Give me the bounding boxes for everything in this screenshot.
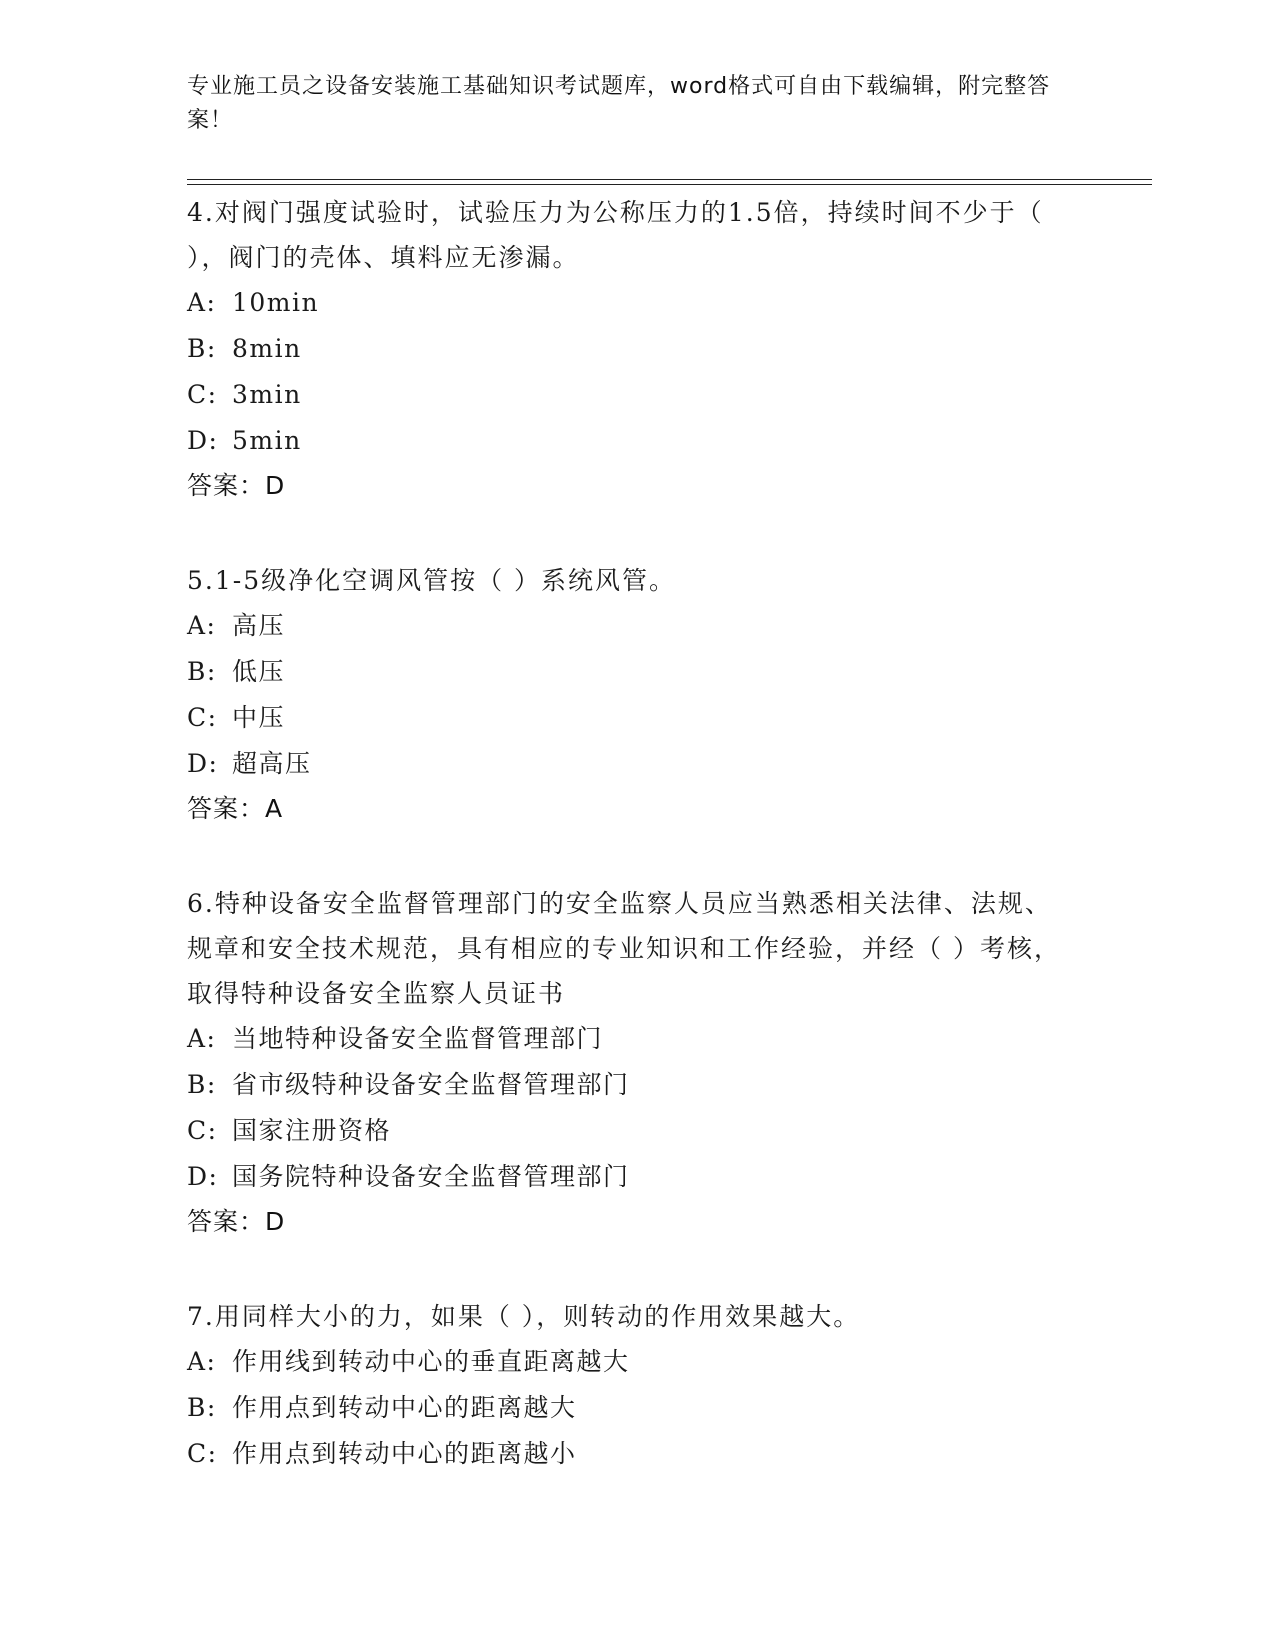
question-5 xyxy=(187,558,1067,831)
option-text: 国务院特种设备安全监督管理部门 xyxy=(232,1162,630,1191)
option-key: A: xyxy=(187,288,217,317)
answer-line: 答案：D xyxy=(187,471,286,500)
option-key: A: xyxy=(187,1024,217,1053)
option-text: 当地特种设备安全监督管理部门 xyxy=(232,1024,604,1053)
option-b xyxy=(187,1062,1067,1108)
question-6 xyxy=(187,881,1067,1244)
option-d xyxy=(187,741,1067,787)
option-key: A: xyxy=(187,611,217,640)
option-text: 8min xyxy=(232,334,302,363)
option-key: B: xyxy=(187,657,217,686)
option-a xyxy=(187,1016,1067,1062)
option-text: 作用点到转动中心的距离越大 xyxy=(232,1393,577,1422)
option-key: C: xyxy=(187,380,218,409)
option-key: C: xyxy=(187,703,218,732)
option-c xyxy=(187,695,1067,741)
question-stem: 4.对阀门强度试验时，试验压力为公称压力的1.5倍，持续时间不少于（ ），阀门的壳体、填料应无渗漏。 xyxy=(187,198,1044,272)
option-text: 10min xyxy=(232,288,320,317)
option-key: D: xyxy=(187,749,219,778)
option-text: 高压 xyxy=(232,611,286,640)
question-7 xyxy=(187,1294,1067,1477)
question-spacer xyxy=(187,1244,1067,1294)
question-4 xyxy=(187,190,1067,508)
header-divider-top xyxy=(187,179,1152,180)
option-text: 国家注册资格 xyxy=(232,1116,392,1145)
option-key: C: xyxy=(187,1116,218,1145)
option-key: A: xyxy=(187,1347,217,1376)
question-list xyxy=(187,190,1067,1477)
option-a xyxy=(187,1339,1067,1385)
option-key: B: xyxy=(187,334,217,363)
question-stem: 6.特种设备安全监督管理部门的安全监察人员应当熟悉相关法律、法规、规章和安全技术规范，具有相应的专业知识和工作经验，并经（ ）考核，取得特种设备安全监察人员证书 xyxy=(187,889,1061,1008)
question-stem: 7.用同样大小的力，如果（ ），则转动的作用效果越大。 xyxy=(187,1302,861,1331)
option-text: 中压 xyxy=(232,703,286,732)
question-spacer xyxy=(187,831,1067,881)
option-c xyxy=(187,1108,1067,1154)
option-text: 低压 xyxy=(232,657,286,686)
option-key: B: xyxy=(187,1070,217,1099)
option-text: 作用线到转动中心的垂直距离越大 xyxy=(232,1347,630,1376)
option-text: 5min xyxy=(232,426,302,455)
option-d xyxy=(187,1154,1067,1200)
option-text: 超高压 xyxy=(232,749,312,778)
option-a xyxy=(187,603,1067,649)
option-key: D: xyxy=(187,1162,219,1191)
document-header: 专业施工员之设备安装施工基础知识考试题库，word格式可自由下载编辑，附完整答案！ xyxy=(187,74,1051,133)
question-spacer xyxy=(187,508,1067,558)
question-stem: 5.1-5级净化空调风管按（ ）系统风管。 xyxy=(187,566,677,595)
answer-line: 答案：A xyxy=(187,794,284,823)
option-key: D: xyxy=(187,426,219,455)
option-key: B: xyxy=(187,1393,217,1422)
option-text: 省市级特种设备安全监督管理部门 xyxy=(232,1070,630,1099)
option-key: C: xyxy=(187,1439,218,1468)
option-c xyxy=(187,1431,1067,1477)
option-text: 3min xyxy=(232,380,302,409)
option-text: 作用点到转动中心的距离越小 xyxy=(232,1439,577,1468)
option-b xyxy=(187,326,1067,372)
option-d xyxy=(187,418,1067,464)
header-divider-bottom xyxy=(187,184,1152,185)
answer-line: 答案：D xyxy=(187,1207,286,1236)
option-c xyxy=(187,372,1067,418)
option-b xyxy=(187,649,1067,695)
option-a xyxy=(187,280,1067,326)
option-b xyxy=(187,1385,1067,1431)
